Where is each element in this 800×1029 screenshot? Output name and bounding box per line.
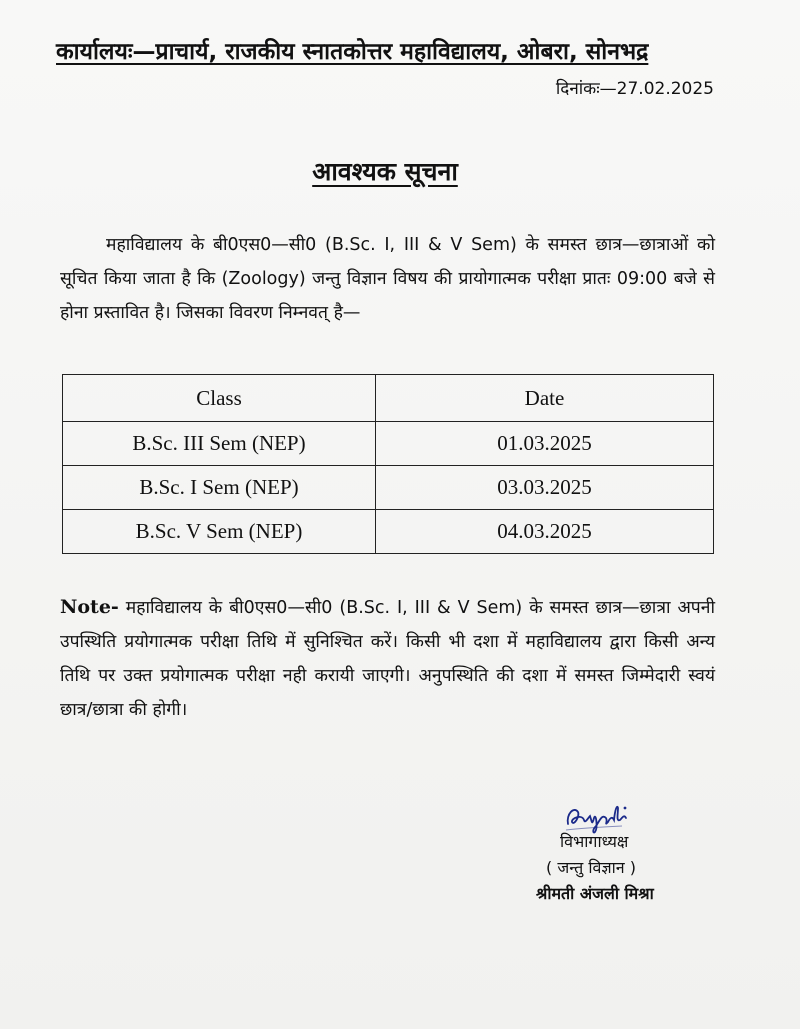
notice-title: आवश्यक सूचना [312,157,458,186]
table-row [63,422,714,466]
table-cell-date: 04.03.2025 [376,510,714,554]
signatory-department: ( जन्तु विज्ञान ) [546,858,636,877]
table-cell-class: B.Sc. I Sem (NEP) [63,466,376,510]
notice-paragraph: महाविद्यालय के बी0एस0—सी0 (B.Sc. I, III & V Sem) के समस्त छात्र—छात्राओं को सूचित किया जाता है कि (Zoology) जन्तु विज्ञान विषय की प्रायोगात्मक परीक्षा प्रातः 09:00 बजे से होना प्रस्तावित है। जिसका विवरण निम्नवत् है— [60,235,715,323]
note-paragraph [60,590,715,727]
table-cell-date: 01.03.2025 [376,422,714,466]
table-row [63,510,714,554]
signatory-name: श्रीमती अंजली मिश्रा [536,884,654,903]
table-row [63,466,714,510]
handwritten-signature [562,800,652,834]
table-cell-date: 03.03.2025 [376,466,714,510]
table-header-row [63,375,714,422]
notice-date: दिनांकः—27.02.2025 [555,79,714,99]
table-header-date: Date [376,375,714,422]
note-text: महाविद्यालय के बी0एस0—सी0 (B.Sc. I, III & V Sem) के समस्त छात्र—छात्रा अपनी उपस्थिति प्रयोगात्मक परीक्षा तिथि में सुनिश्चित करें। किसी भी दशा में महाविद्यालय द्वारा किसी अन्य तिथि पर उक्त प्रयोगात्मक परीक्षा नही करायी जाएगी। अनुपस्थिति की दशा में समस्त जिम्मेदारी स्वयं छात्र/छात्रा की होगी। [60,598,715,720]
office-header: कार्यालयः—प्राचार्य, राजकीय स्नातकोत्तर महाविद्यालय, ओबरा, सोनभद्र [56,39,649,65]
table-cell-class: B.Sc. V Sem (NEP) [63,510,376,554]
note-label: Note- [60,596,119,618]
table-header-class: Class [63,375,376,422]
exam-schedule-table [62,374,714,554]
signatory-title: विभागाध्यक्ष [560,832,629,851]
table-cell-class: B.Sc. III Sem (NEP) [63,422,376,466]
